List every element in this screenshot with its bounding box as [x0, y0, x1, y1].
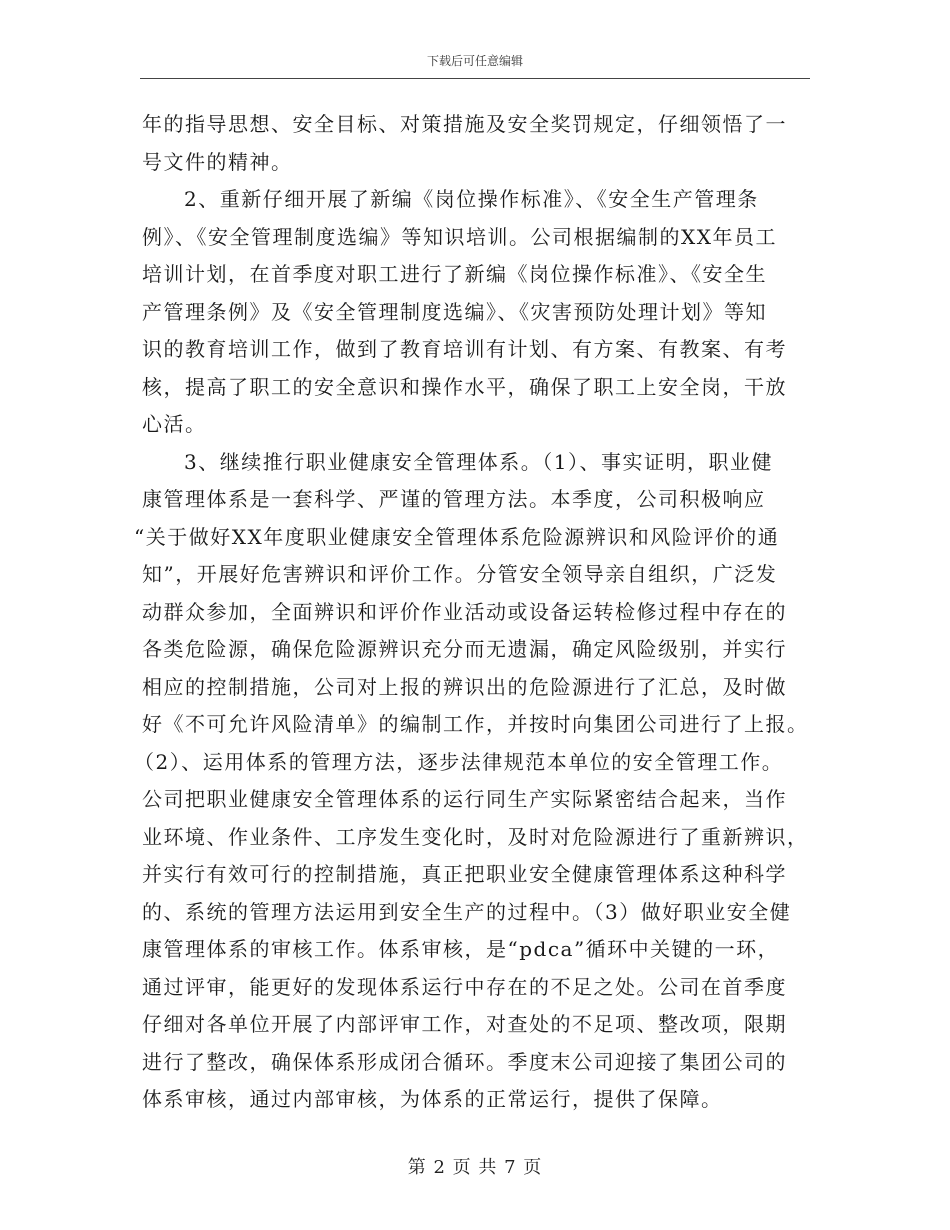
- body-line: （2）、运用体系的管理方法，逐步法律规范本单位的安全管理工作。: [134, 749, 784, 774]
- body-line: 号文件的精神。: [142, 149, 293, 174]
- body-line: 培训计划，在首季度对职工进行了新编《岗位操作标准》、《安全生: [142, 262, 767, 286]
- body-line: 业环境、作业条件、工序发生变化时，及时对危险源进行了重新辨识，: [142, 824, 809, 849]
- paragraph-start: 3、继续推行职业健康安全管理体系。（1）、事实证明，职业健: [184, 449, 773, 474]
- body-line: 识的教育培训工作，做到了教育培训有计划、有方案、有教案、有考: [142, 337, 787, 361]
- body-line: 并实行有效可行的控制措施，真正把职业安全健康管理体系这种科学: [142, 862, 787, 886]
- body-line: 动群众参加，全面辨识和评价作业活动或设备运转检修过程中存在的: [142, 599, 787, 624]
- body-line: 例》、《安全管理制度选编》等知识培训。公司根据编制的XX年员工: [142, 224, 777, 249]
- body-line: 各类危险源，确保危险源辨识充分而无遗漏，确定风险级别，并实行: [142, 637, 787, 661]
- document-body: [134, 106, 809, 1119]
- paragraph-start: 2、重新仔细开展了新编《岗位操作标准》、《安全生产管理条: [184, 187, 759, 211]
- body-line: “关于做好XX年度职业健康安全管理体系危险源辨识和风险评价的通: [134, 524, 780, 549]
- page-header: 下载后可任意编辑: [426, 54, 523, 68]
- body-line: 知”，开展好危害辨识和评价工作。分管安全领导亲自组织，广泛发: [142, 562, 778, 586]
- body-line: 好《不可允许风险清单》的编制工作，并按时向集团公司进行了上报。: [142, 712, 809, 736]
- body-line: 产管理条例》及《安全管理制度选编》、《灾害预防处理计划》等知: [142, 299, 767, 324]
- body-line: 心活。: [142, 412, 207, 436]
- body-line: 公司把职业健康安全管理体系的运行同生产实际紧密结合起来，当作: [142, 787, 787, 811]
- body-line: 年的指导思想、安全目标、对策措施及安全奖罚规定，仔细领悟了一: [142, 112, 787, 136]
- header-divider: [140, 78, 810, 79]
- body-line: 核，提高了职工的安全意识和操作水平，确保了职工上安全岗，干放: [142, 374, 787, 399]
- body-line: 的、系统的管理方法运用到安全生产的过程中。（3）做好职业安全健: [142, 899, 792, 924]
- body-line: 相应的控制措施，公司对上报的辨识出的危险源进行了汇总，及时做: [142, 674, 787, 699]
- body-line: 康管理体系是一套科学、严谨的管理方法。本季度，公司积极响应: [142, 487, 766, 511]
- body-line: 康管理体系的审核工作。体系审核，是“pdca”循环中关键的一环，: [142, 937, 780, 961]
- body-line: 通过评审，能更好的发现体系运行中存在的不足之处。公司在首季度: [142, 974, 787, 999]
- body-line: 进行了整改，确保体系形成闭合循环。季度末公司迎接了集团公司的: [142, 1049, 787, 1074]
- page-number: 第 2 页 共 7 页: [407, 1157, 543, 1178]
- body-line: 体系审核，通过内部审核，为体系的正常运行，提供了保障。: [142, 1087, 723, 1111]
- body-line: 仔细对各单位开展了内部评审工作，对查处的不足项、整改项，限期: [142, 1012, 787, 1036]
